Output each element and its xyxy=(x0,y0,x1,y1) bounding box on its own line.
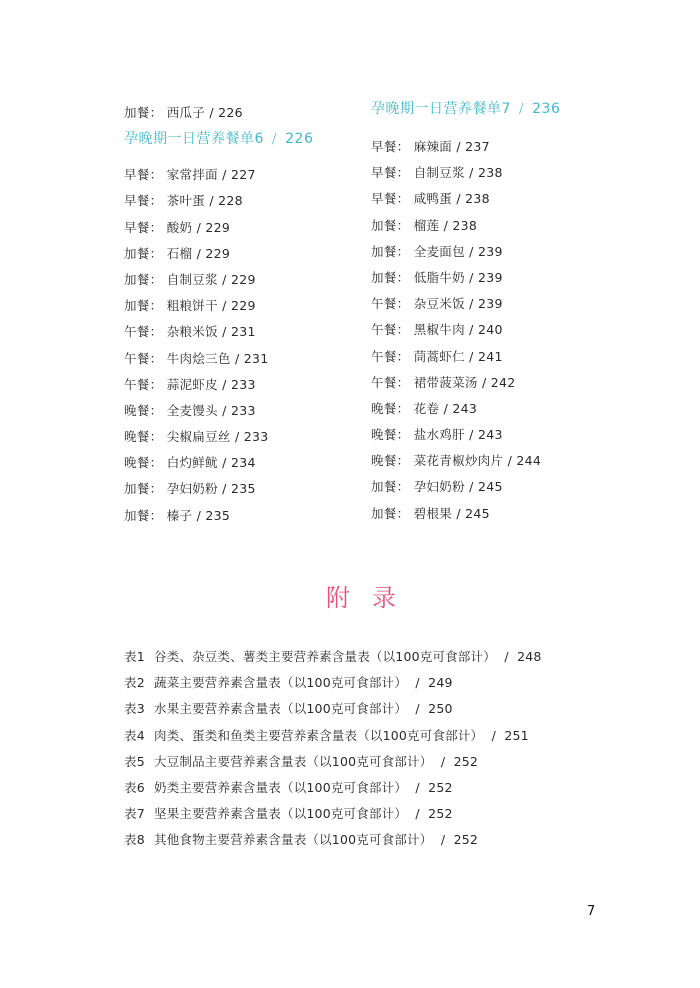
dish-name: 白灼鲜鱿 xyxy=(166,455,218,471)
separator: / xyxy=(452,139,466,154)
toc-entry[interactable] xyxy=(371,291,611,317)
page-ref: 229 xyxy=(230,298,256,314)
page-ref: 243 xyxy=(452,400,478,416)
page-ref: 241 xyxy=(477,348,503,364)
toc-entry[interactable] xyxy=(371,160,611,186)
page-ref: 248 xyxy=(517,649,542,664)
meal-type: 午餐 xyxy=(124,350,150,366)
meal-type: 加餐 xyxy=(371,217,397,233)
dish-name: 蒜泥虾皮 xyxy=(166,376,218,392)
separator: / xyxy=(464,165,478,181)
separator: / xyxy=(464,427,478,443)
toc-entry[interactable] xyxy=(124,188,364,214)
dish-name: 裙带菠菜汤 xyxy=(413,374,478,390)
page-ref: 229 xyxy=(205,245,231,261)
separator: / xyxy=(464,322,478,338)
page-ref: 234 xyxy=(230,455,256,471)
separator: / xyxy=(217,455,231,471)
table-title: 蔬菜主要营养素含量表（以100克可食部计） xyxy=(154,675,408,691)
toc-entry[interactable] xyxy=(124,215,364,241)
meal-type: 早餐 xyxy=(124,167,150,183)
toc-entry[interactable] xyxy=(124,293,364,319)
appendix-table-entry[interactable] xyxy=(124,723,624,749)
colon: ： xyxy=(149,245,167,261)
toc-entry[interactable] xyxy=(124,424,364,450)
colon: ： xyxy=(396,269,414,285)
meal-type: 加餐 xyxy=(124,271,150,287)
colon: ： xyxy=(149,507,167,523)
separator: / xyxy=(464,296,478,312)
separator: / xyxy=(192,507,206,523)
page-ref: 238 xyxy=(452,217,478,233)
toc-entry[interactable] xyxy=(371,501,611,527)
page-ref: 237 xyxy=(465,139,490,154)
page-ref: 233 xyxy=(230,376,256,392)
dish-name: 杂豆米饭 xyxy=(413,296,465,312)
meal-type: 晚餐 xyxy=(371,453,397,469)
dish-name: 尖椒扁豆丝 xyxy=(166,429,231,445)
page-ref: 238 xyxy=(477,165,503,181)
toc-entry[interactable] xyxy=(124,398,364,424)
colon: ： xyxy=(149,219,167,235)
menu-heading-6[interactable] xyxy=(124,126,364,162)
separator: / xyxy=(477,374,491,390)
table-title: 坚果主要营养素含量表（以100克可食部计） xyxy=(154,806,408,822)
colon: ： xyxy=(149,271,167,287)
appendix-table-entry[interactable] xyxy=(124,670,624,696)
toc-entry[interactable] xyxy=(371,448,611,474)
separator: / xyxy=(407,701,429,717)
page-ref: 239 xyxy=(477,269,503,285)
meal-type: 加餐 xyxy=(371,269,397,285)
separator: / xyxy=(217,402,231,418)
appendix-table-entry[interactable] xyxy=(124,749,624,775)
appendix-table-entry[interactable] xyxy=(124,696,624,722)
toc-entry[interactable] xyxy=(371,213,611,239)
toc-entry[interactable] xyxy=(371,422,611,448)
dish-name: 菜花青椒炒肉片 xyxy=(413,453,504,469)
dish-name: 碧根果 xyxy=(413,505,453,521)
toc-entry[interactable] xyxy=(371,344,611,370)
table-label: 表8 xyxy=(124,832,145,848)
table-label: 表5 xyxy=(124,753,145,769)
toc-entry[interactable] xyxy=(124,346,364,372)
dish-name: 粗粮饼干 xyxy=(166,298,218,314)
menu-heading-7[interactable] xyxy=(371,100,611,134)
appendix-title: 附录 xyxy=(326,584,418,612)
toc-entry[interactable] xyxy=(371,370,611,396)
colon: ： xyxy=(396,243,414,259)
table-label: 表4 xyxy=(124,727,145,743)
colon: ： xyxy=(149,324,167,340)
toc-entry[interactable] xyxy=(124,241,364,267)
separator: / xyxy=(271,131,278,148)
dish-name: 孕妇奶粉 xyxy=(166,481,218,497)
separator: / xyxy=(452,505,466,521)
page-ref: 252 xyxy=(453,753,479,769)
table-title: 谷类、杂豆类、薯类主要营养素含量表（以100克可食部计） xyxy=(154,649,496,664)
appendix-table-list xyxy=(124,644,624,854)
meal-type: 晚餐 xyxy=(124,429,150,445)
table-title: 水果主要营养素含量表（以100克可食部计） xyxy=(154,701,408,717)
dish-name: 盐水鸡肝 xyxy=(413,427,465,443)
colon: ： xyxy=(149,376,167,392)
separator: / xyxy=(503,453,517,469)
toc-entry[interactable] xyxy=(124,450,364,476)
page-ref: 228 xyxy=(218,193,243,209)
meal-type: 晚餐 xyxy=(371,427,397,443)
table-title: 奶类主要营养素含量表（以100克可食部计） xyxy=(154,779,408,795)
separator: / xyxy=(452,191,466,207)
separator: / xyxy=(432,753,454,769)
meal-type: 加餐 xyxy=(124,105,150,120)
dish-name: 全麦馒头 xyxy=(166,402,218,418)
colon: ： xyxy=(396,165,414,181)
separator: / xyxy=(217,376,231,392)
separator: / xyxy=(230,350,244,366)
meal-type: 加餐 xyxy=(371,505,397,521)
colon: ： xyxy=(396,400,414,416)
separator: / xyxy=(230,429,244,445)
page-ref: 229 xyxy=(205,219,231,235)
toc-entry[interactable] xyxy=(124,372,364,398)
dish-name: 麻辣面 xyxy=(413,139,453,154)
page-ref: 239 xyxy=(477,243,503,259)
dish-name: 咸鸭蛋 xyxy=(413,191,453,207)
meal-type: 加餐 xyxy=(124,507,150,523)
meal-type: 晚餐 xyxy=(371,400,397,416)
toc-left-column xyxy=(124,100,364,529)
separator: / xyxy=(217,271,231,287)
separator: / xyxy=(464,348,478,364)
dish-name: 全麦面包 xyxy=(413,243,465,259)
table-label: 表2 xyxy=(124,675,145,691)
separator: / xyxy=(407,675,429,691)
colon: ： xyxy=(396,217,414,233)
dish-name: 花卷 xyxy=(413,400,440,416)
table-title: 肉类、蛋类和鱼类主要营养素含量表（以100克可食部计） xyxy=(154,727,484,743)
colon: ： xyxy=(396,322,414,338)
meal-type: 加餐 xyxy=(371,243,397,259)
toc-entry[interactable] xyxy=(371,317,611,343)
page-ref: 252 xyxy=(428,806,453,822)
toc-entry[interactable] xyxy=(124,503,364,529)
dish-name: 低脂牛奶 xyxy=(413,269,465,285)
colon: ： xyxy=(149,193,167,209)
meal-type: 加餐 xyxy=(124,245,150,261)
colon: ： xyxy=(149,402,167,418)
toc-entry[interactable] xyxy=(124,476,364,502)
colon: ： xyxy=(396,374,414,390)
heading-page: 236 xyxy=(532,101,561,117)
colon: ： xyxy=(396,191,414,207)
dish-name: 酸奶 xyxy=(166,219,193,235)
toc-entry[interactable] xyxy=(124,162,364,188)
meal-type: 加餐 xyxy=(124,298,150,314)
table-title: 大豆制品主要营养素含量表（以100克可食部计） xyxy=(154,753,433,769)
toc-entry[interactable] xyxy=(371,396,611,422)
page-ref: 244 xyxy=(516,453,542,469)
page-ref: 231 xyxy=(243,350,269,366)
appendix-table-entry[interactable] xyxy=(124,801,624,827)
page-ref: 235 xyxy=(230,481,256,497)
dish-name: 榛子 xyxy=(166,507,193,523)
separator: / xyxy=(217,298,231,314)
separator: / xyxy=(483,727,505,743)
meal-type: 早餐 xyxy=(124,219,150,235)
toc-entry[interactable] xyxy=(371,265,611,291)
dish-name: 孕妇奶粉 xyxy=(413,479,465,495)
dish-name: 茼蒿虾仁 xyxy=(413,348,465,364)
table-label: 表3 xyxy=(124,701,145,717)
separator: / xyxy=(464,269,478,285)
page-ref: 249 xyxy=(428,675,453,691)
meal-type: 早餐 xyxy=(371,139,397,154)
dish-name: 自制豆浆 xyxy=(166,271,218,287)
heading-page: 226 xyxy=(285,131,314,148)
page-number: 7 xyxy=(587,904,596,919)
meal-type: 加餐 xyxy=(124,481,150,497)
page-ref: 233 xyxy=(230,402,256,418)
colon: ： xyxy=(149,481,167,497)
colon: ： xyxy=(396,139,414,154)
toc-entry[interactable] xyxy=(371,474,611,500)
heading-title: 孕晚期一日营养餐单6 xyxy=(124,131,264,148)
separator: / xyxy=(518,101,525,117)
page-ref: 252 xyxy=(453,832,479,848)
meal-type: 早餐 xyxy=(124,193,150,209)
dish-name: 黑椒牛肉 xyxy=(413,322,465,338)
toc-entry[interactable] xyxy=(124,267,364,293)
meal-type: 加餐 xyxy=(371,479,397,495)
dish-name: 自制豆浆 xyxy=(413,165,465,181)
separator: / xyxy=(217,324,231,340)
dish-name: 家常拌面 xyxy=(166,167,218,183)
page-ref: 245 xyxy=(465,505,490,521)
meal-type: 午餐 xyxy=(371,348,397,364)
dish-name: 西瓜子 xyxy=(166,105,206,120)
dish-name: 杂粮米饭 xyxy=(166,324,218,340)
separator: / xyxy=(432,832,454,848)
dish-name: 石榴 xyxy=(166,245,193,261)
meal-type: 午餐 xyxy=(124,324,150,340)
dish-name: 榴莲 xyxy=(413,217,440,233)
dish-name: 牛肉烩三色 xyxy=(166,350,231,366)
appendix-table-entry[interactable] xyxy=(124,775,624,801)
toc-entry[interactable] xyxy=(124,100,364,126)
meal-type: 晚餐 xyxy=(124,455,150,471)
separator: / xyxy=(217,167,231,183)
page-ref: 245 xyxy=(477,479,503,495)
separator: / xyxy=(495,649,518,664)
separator: / xyxy=(464,479,478,495)
page-ref: 243 xyxy=(477,427,503,443)
colon: ： xyxy=(396,348,414,364)
page-ref: 252 xyxy=(428,779,453,795)
appendix-table-entry[interactable] xyxy=(124,827,624,853)
page-ref: 251 xyxy=(504,727,529,743)
toc-entry[interactable] xyxy=(371,186,611,212)
table-label: 表6 xyxy=(124,779,145,795)
colon: ： xyxy=(396,296,414,312)
colon: ： xyxy=(149,455,167,471)
colon: ： xyxy=(396,453,414,469)
toc-entry[interactable] xyxy=(371,134,611,160)
page-ref: 238 xyxy=(465,191,490,207)
toc-entry[interactable] xyxy=(371,239,611,265)
separator: / xyxy=(192,219,206,235)
colon: ： xyxy=(396,479,414,495)
colon: ： xyxy=(149,350,167,366)
page-ref: 235 xyxy=(205,507,231,523)
toc-entry[interactable] xyxy=(124,319,364,345)
table-title: 其他食物主要营养素含量表（以100克可食部计） xyxy=(154,832,433,848)
toc-right-column xyxy=(371,100,611,527)
page-ref: 229 xyxy=(230,271,256,287)
separator: / xyxy=(439,217,453,233)
separator: / xyxy=(217,481,231,497)
page-ref: 240 xyxy=(477,322,503,338)
separator: / xyxy=(192,245,206,261)
table-label: 表7 xyxy=(124,806,145,822)
page-ref: 250 xyxy=(428,701,453,717)
colon: ： xyxy=(149,167,167,183)
colon: ： xyxy=(149,298,167,314)
page-ref: 242 xyxy=(490,374,516,390)
separator: / xyxy=(439,400,453,416)
meal-type: 午餐 xyxy=(371,296,397,312)
page-ref: 226 xyxy=(218,105,243,120)
meal-type: 午餐 xyxy=(124,376,150,392)
separator: / xyxy=(205,193,219,209)
page-ref: 233 xyxy=(243,429,269,445)
meal-type: 午餐 xyxy=(371,322,397,338)
colon: ： xyxy=(149,105,167,120)
appendix-table-entry[interactable] xyxy=(124,644,624,670)
separator: / xyxy=(407,806,429,822)
dish-name: 茶叶蛋 xyxy=(166,193,206,209)
separator: / xyxy=(407,779,429,795)
table-label: 表1 xyxy=(124,649,145,664)
meal-type: 午餐 xyxy=(371,374,397,390)
page-ref: 227 xyxy=(230,167,256,183)
colon: ： xyxy=(149,429,167,445)
meal-type: 早餐 xyxy=(371,191,397,207)
separator: / xyxy=(464,243,478,259)
heading-title: 孕晚期一日营养餐单7 xyxy=(371,101,511,117)
colon: ： xyxy=(396,427,414,443)
colon: ： xyxy=(396,505,414,521)
meal-type: 晚餐 xyxy=(124,402,150,418)
meal-type: 早餐 xyxy=(371,165,397,181)
separator: / xyxy=(205,105,219,120)
page-ref: 231 xyxy=(230,324,256,340)
page-ref: 239 xyxy=(477,296,503,312)
